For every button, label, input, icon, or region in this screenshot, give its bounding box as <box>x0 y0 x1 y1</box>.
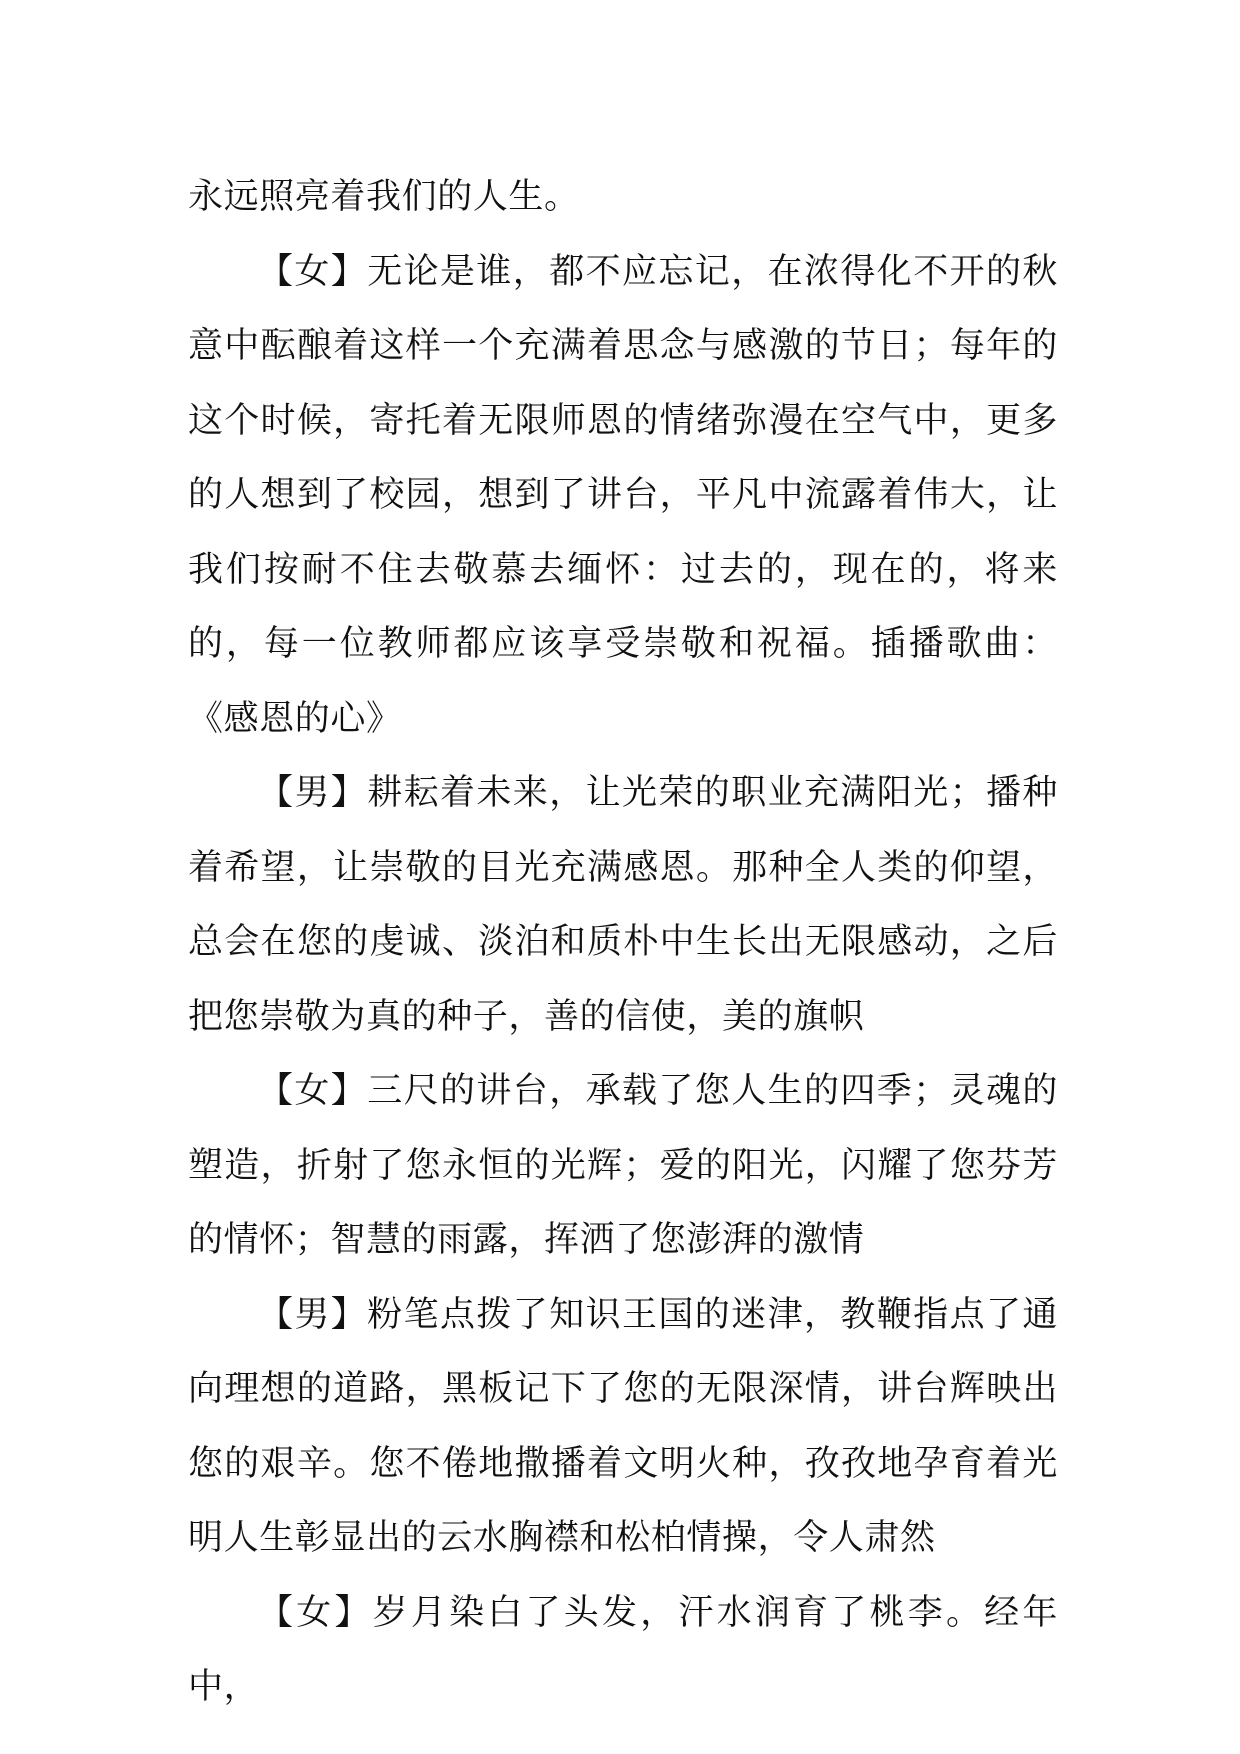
paragraph-female-1: 【女】无论是谁，都不应忘记，在浓得化不开的秋意中酝酿着这样一个充满着思念与感激的节日；每年的这个时候，寄托着无限师恩的情绪弥漫在空气中，更多的人想到了校园，想到了讲台，平凡中流露着伟大，让我们按耐不住去敬慕去缅怀：过去的，现在的，将来的，每一位教师都应该享受崇敬和祝福。插播歌曲：《感恩的心》 <box>188 251 1058 739</box>
paragraph-male-1: 【男】耕耘着未来，让光荣的职业充满阳光；播种着希望，让崇敬的目光充满感恩。那种全人类的仰望，总会在您的虔诚、淡泊和质朴中生长出无限感动，之后把您崇敬为真的种子，善的信使，美的旗帜 <box>188 773 1058 1037</box>
paragraph-male-2: 【男】粉笔点拨了知识王国的迷津，教鞭指点了通向理想的道路，黑板记下了您的无限深情，讲台辉映出您的艰辛。您不倦地撒播着文明火种，孜孜地孕育着光明人生彰显出的云水胸襟和松柏情操，令人肃然 <box>188 1294 1058 1558</box>
paragraph-continuation: 永远照亮着我们的人生。 <box>188 177 580 217</box>
paragraph-female-2: 【女】三尺的讲台，承载了您人生的四季；灵魂的塑造，折射了您永恒的光辉；爱的阳光，闪耀了您芬芳的情怀；智慧的雨露，挥洒了您澎湃的激情 <box>188 1071 1058 1260</box>
paragraph-female-3: 【女】岁月染白了头发，汗水润育了桃李。经年中， <box>188 1592 1058 1707</box>
document-page <box>188 160 1058 1725</box>
